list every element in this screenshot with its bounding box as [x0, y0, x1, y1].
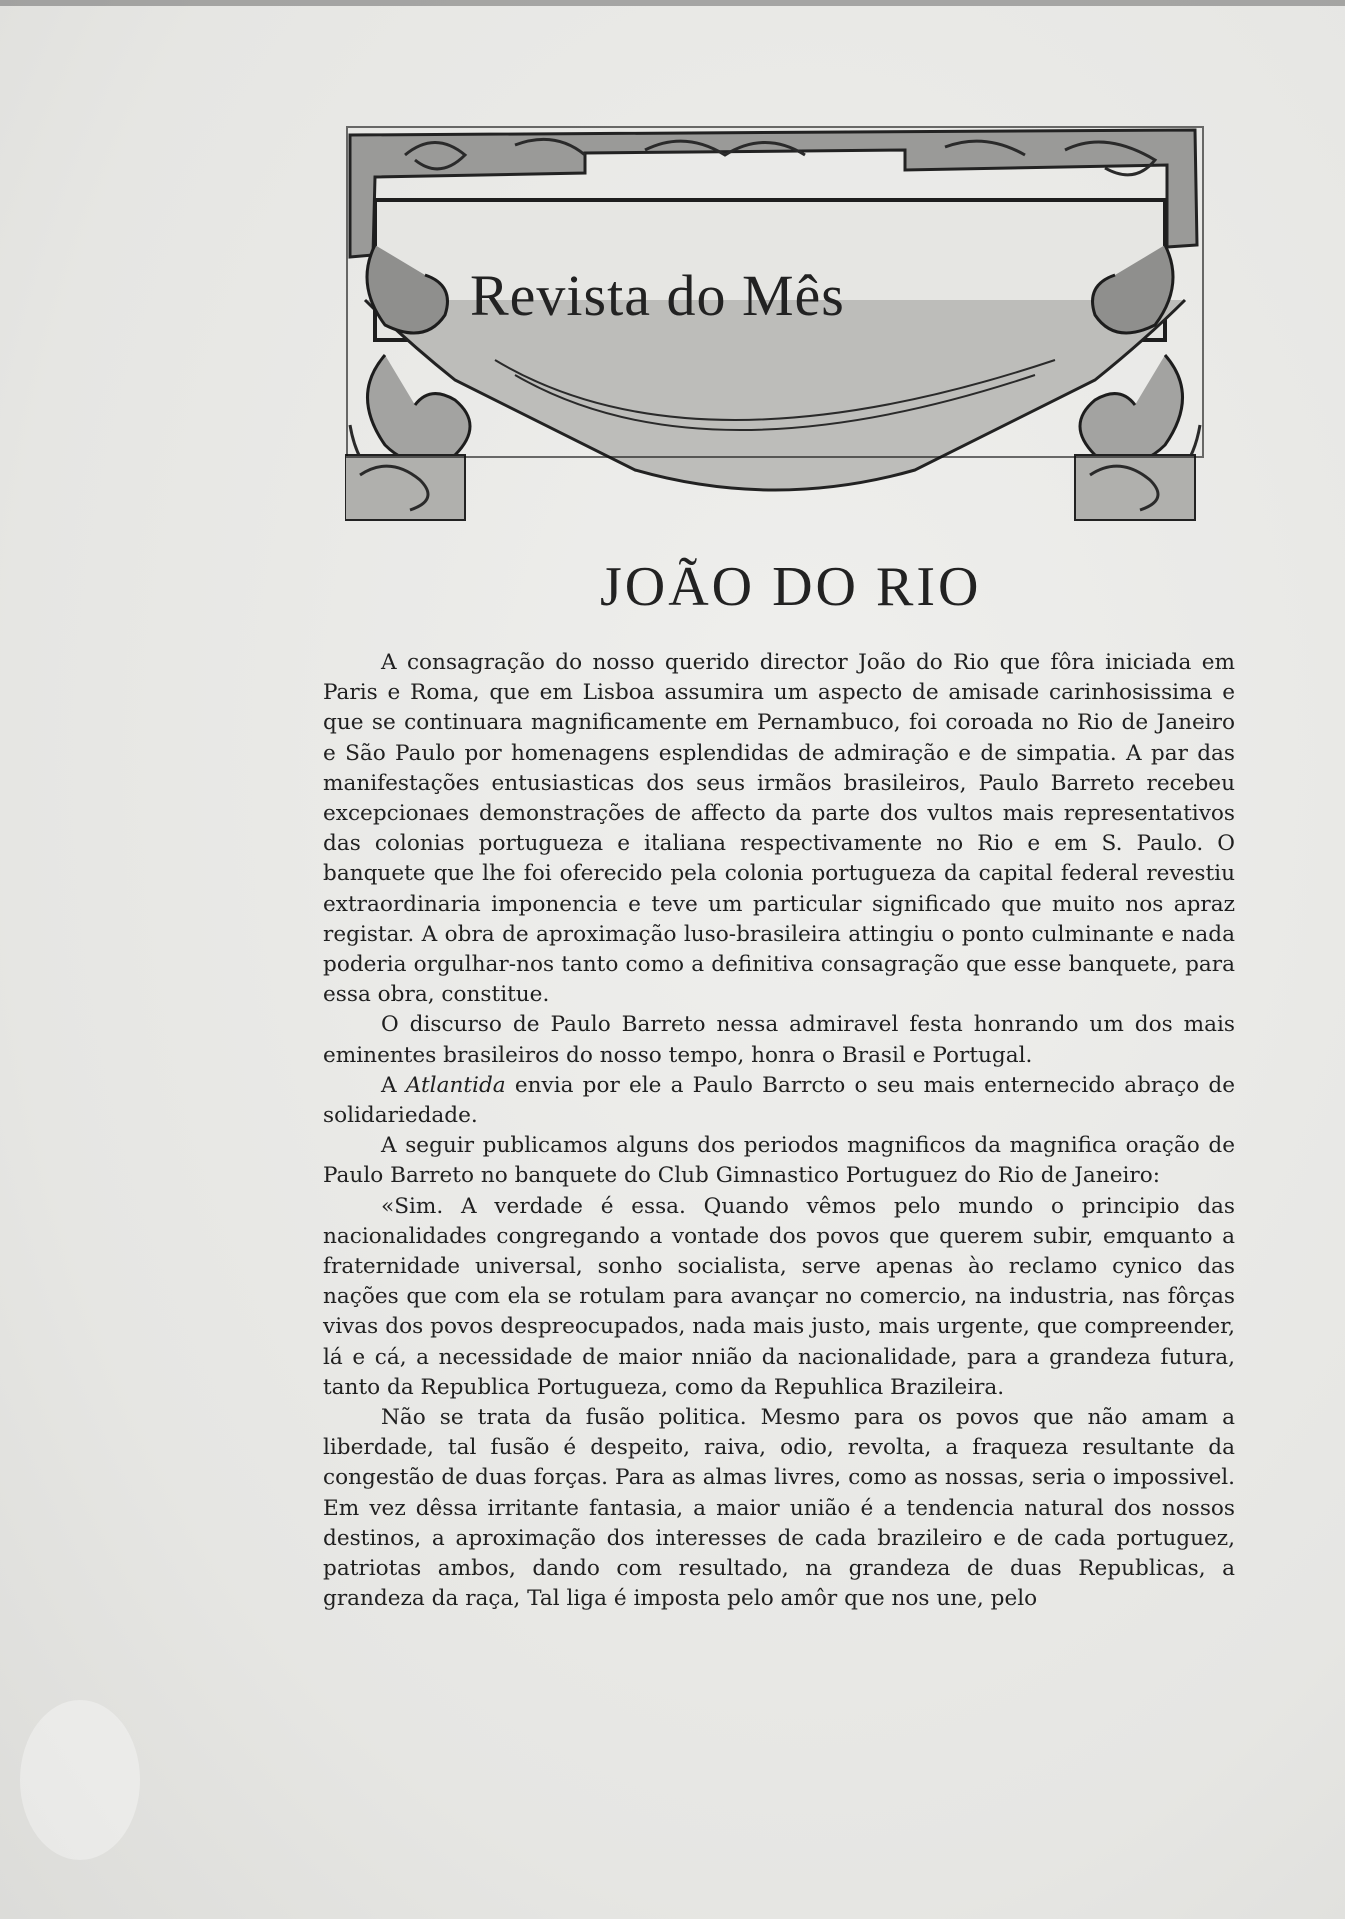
- article-title: JOÃO DO RIO: [600, 556, 982, 618]
- paragraph: Não se trata da fusão politica. Mesmo para os povos que não amam a liberdade, tal fusão é despeito, raiva, odio, revolta, a fraqueza resultante da congestão de duas forças. Para as almas livres, como as nossas, seria o impossivel. Em vez dêssa irritante fantasia, a maior união é a tendencia natural dos nossos destinos, a aproximação dos interesses de cada brazileiro e de cada portuguez, patriotas ambos, dando com resultado, na grandeza de duas Republicas, a grandeza da raça, Tal liga é imposta pelo amôr que nos une, pelo: [323, 1405, 1235, 1612]
- paragraph: O discurso de Paulo Barreto nessa admiravel festa honrando um dos mais eminentes brasileiros do nosso tempo, honra o Brasil e Portugal.: [323, 1012, 1235, 1068]
- paragraph-text: A: [381, 1072, 406, 1098]
- top-edge-rule: [0, 0, 1345, 6]
- paper-stain: [20, 1700, 140, 1860]
- paragraph: A seguir publicamos alguns dos periodos magnificos da magnifica oração de Paulo Barreto no banquete do Club Gimnastico Portuguez do Rio de Janeiro:: [323, 1133, 1235, 1189]
- paragraph: A consagração do nosso querido director João do Rio que fôra iniciada em Paris e Roma, que em Lisboa assumira um aspecto de amisade carinhosissima e que se continuara magnificamente em Pernambuco, foi coroada no Rio de Janeiro e São Paulo por homenagens esplendidas de admiração e de simpatia. A par das manifestações entusiasticas dos seus irmãos brasileiros, Paulo Barreto recebeu excepcionaes demonstrações de affecto da parte dos vultos mais representativos das colonias portugueza e italiana respectivamente no Rio e em S. Paulo. O banquete que lhe foi oferecido pela colonia portugueza da capital federal revestiu extraordinaria imponencia e teve um particular significado que muito nos apraz registar. A obra de aproximação luso-brasileira attingiu o ponto culminante e nada poderia orgulhar-nos tanto como a definitiva consagração que esse banquete, para essa obra, constitue.: [323, 650, 1235, 1008]
- section-title: Revista do Mês: [470, 263, 845, 328]
- paragraph: [323, 1071, 1235, 1131]
- paragraph: «Sim. A verdade é essa. Quando vêmos pelo mundo o principio das nacionalidades congregando a vontade dos povos que querem subir, emquanto a fraternidade universal, sonho socialista, serve apenas ào reclamo cynico das nações que com ela se rotulam para avançar no comercio, na industria, nas fôrças vivas dos povos despreocupados, nada mais justo, mais urgente, que compreender, lá e cá, a necessidade de maior nnião da nacionalidade, para a grandeza futura, tanto da Republica Portugueza, como da Repuhlica Brazileira.: [323, 1193, 1235, 1400]
- paragraph-text: envia por ele a Paulo Barrcto o seu mais enternecido abraço de solidariedade.: [323, 1072, 1235, 1129]
- article-body: [323, 648, 1235, 1615]
- publication-name: Atlantida: [405, 1072, 506, 1098]
